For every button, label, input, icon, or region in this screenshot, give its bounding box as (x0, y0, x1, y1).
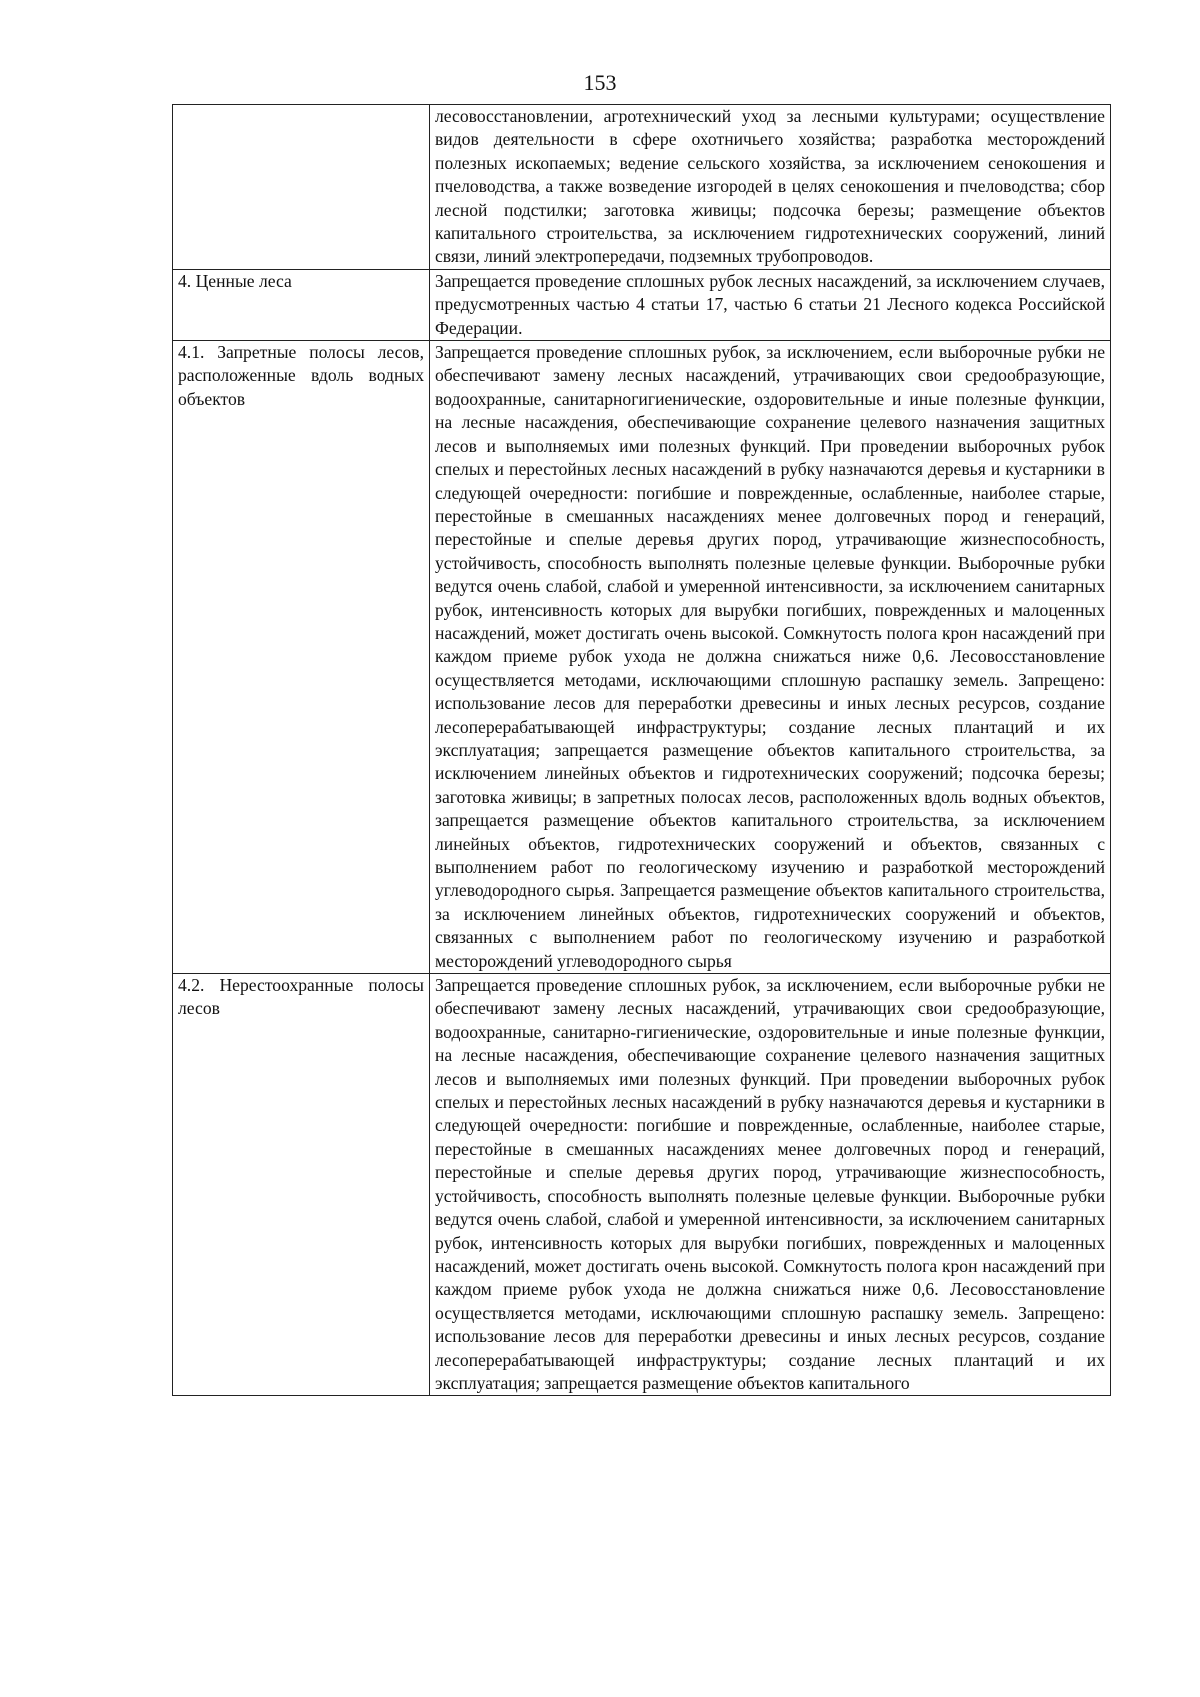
table-row (173, 105, 1111, 270)
forest-category-cell: 4.1. Запретные полосы лесов, расположенные вдоль водных объектов (173, 341, 430, 974)
table-row (173, 341, 1111, 974)
forest-category-cell: 4. Ценные леса (173, 269, 430, 340)
regulation-text-cell: Запрещается проведение сплошных рубок, за исключением, если выборочные рубки не обеспечивают замену лесных насаждений, утрачивающих свои средообразующие, водоохранные, санитарно-гигиенические, оздоровительные и иные полезные функции, на лесные насаждения, обеспечивающие сохранение целевого назначения защитных лесов и выполняемых ими полезных функций. При проведении выборочных рубок спелых и перестойных лесных насаждений в рубку назначаются деревья и кустарники в следующей очередности: погибшие и поврежденные, ослабленные, наиболее старые, перестойные в смешанных насаждениях менее долговечных пород и генераций, перестойные и спелые деревья других пород, утрачивающие жизнеспособность, устойчивость, способность выполнять полезные целевые функции. Выборочные рубки ведутся очень слабой, слабой и умеренной интенсивности, за исключением санитарных рубок, интенсивность которых для вырубки погибших, поврежденных и малоценных насаждений, может достигать очень высокой. Сомкнутость полога крон насаждений при каждом приеме рубок ухода не должна снижаться ниже 0,6. Лесовосстановление осуществляется методами, исключающими сплошную распашку земель. Запрещено: использование лесов для переработки древесины и иных лесных ресурсов, создание лесоперерабатывающей инфраструктуры; создание лесных плантаций и их эксплуатация; запрещается размещение объектов капитального (430, 974, 1111, 1396)
table-row (173, 269, 1111, 340)
forest-category-cell (173, 105, 430, 270)
regulation-text-cell: Запрещается проведение сплошных рубок лесных насаждений, за исключением случаев, предусмотренных частью 4 статьи 17, частью 6 статьи 21 Лесного кодекса Российской Федерации. (430, 269, 1111, 340)
forest-category-cell: 4.2. Нерестоохранные полосы лесов (173, 974, 430, 1396)
table-row (173, 974, 1111, 1396)
forest-regulations-table (172, 104, 1111, 1396)
regulation-text-cell: Запрещается проведение сплошных рубок, за исключением, если выборочные рубки не обеспечивают замену лесных насаждений, утрачивающих свои средообразующие, водоохранные, санитарногигиенические, оздоровительные и иные полезные функции, на лесные насаждения, обеспечивающие сохранение целевого назначения защитных лесов и выполняемых ими полезных функций. При проведении выборочных рубок спелых и перестойных лесных насаждений в рубку назначаются деревья и кустарники в следующей очередности: погибшие и поврежденные, ослабленные, наиболее старые, перестойные в смешанных насаждениях менее долговечных пород и генераций, перестойные и спелые деревья других пород, утрачивающие жизнеспособность, устойчивость, способность выполнять полезные целевые функции. Выборочные рубки ведутся очень слабой, слабой и умеренной интенсивности, за исключением санитарных рубок, интенсивность которых для вырубки погибших, поврежденных и малоценных насаждений, может достигать очень высокой. Сомкнутость полога крон насаждений при каждом приеме рубок ухода не должна снижаться ниже 0,6. Лесовосстановление осуществляется методами, исключающими сплошную распашку земель. Запрещено: использование лесов для переработки древесины и иных лесных ресурсов, создание лесоперерабатывающей инфраструктуры; создание лесных плантаций и их эксплуатация; запрещается размещение объектов капитального строительства, за исключением линейных объектов и гидротехнических сооружений; подсочка березы; заготовка живицы; в запретных полосах лесов, расположенных вдоль водных объектов, запрещается размещение объектов капитального строительства, за исключением линейных объектов, гидротехнических сооружений и объектов, связанных с выполнением работ по геологическому изучению и разработкой месторождений углеводородного сырья. Запрещается размещение объектов капитального строительства, за исключением линейных объектов, гидротехнических сооружений и объектов, связанных с выполнением работ по геологическому изучению и разработкой месторождений углеводородного сырья (430, 341, 1111, 974)
regulation-text-cell: лесовосстановлении, агротехнический уход за лесными культурами; осуществление видов деятельности в сфере охотничьего хозяйства; разработка месторождений полезных ископаемых; ведение сельского хозяйства, за исключением сенокошения и пчеловодства, а также возведение изгородей в целях сенокошения и пчеловодства; сбор лесной подстилки; заготовка живицы; подсочка березы; размещение объектов капитального строительства, за исключением гидротехнических сооружений, линий связи, линий электропередачи, подземных трубопроводов. (430, 105, 1111, 270)
page-number: 153 (583, 70, 617, 95)
